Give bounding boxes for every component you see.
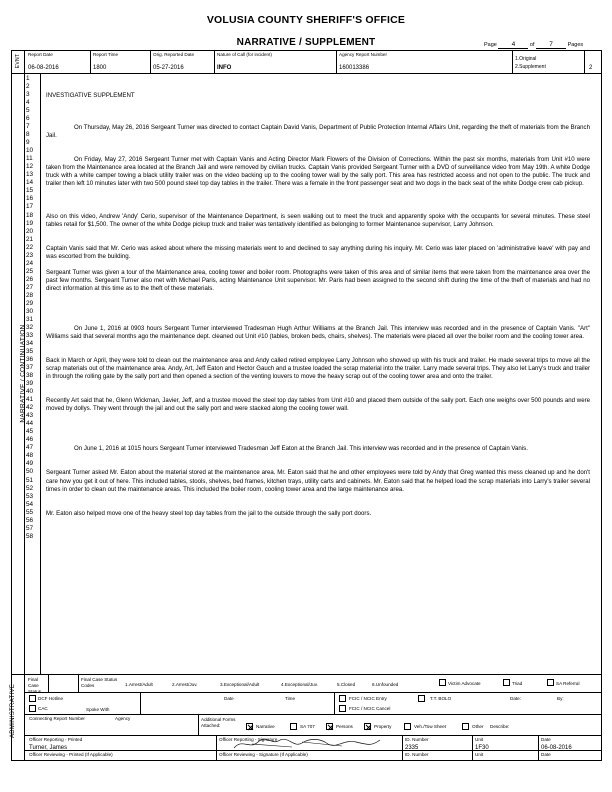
tt-bolo-label: T.T. BOLO <box>430 696 452 701</box>
line-number: 1 <box>26 75 30 82</box>
report-type: 2 <box>589 65 593 71</box>
line-number: 7 <box>26 123 30 131</box>
line-number: 36 <box>26 356 34 364</box>
line-number: 18 <box>26 211 34 219</box>
line-number: 13 <box>26 171 34 179</box>
line-number: 11 <box>26 155 33 163</box>
form-veh-tow-label: Veh./Tow Sheet <box>414 724 446 729</box>
line-number: 27 <box>26 283 34 291</box>
form-other-label: Other <box>472 724 484 729</box>
date-column-label: Date <box>541 737 551 742</box>
date-label: Date <box>224 696 234 701</box>
line-number: 39 <box>26 380 34 388</box>
id-number: 2335 <box>405 745 419 751</box>
victim-advocate-label: Victim Advocate <box>448 681 481 686</box>
code-arrest-juv: 2.Arrest/Juv. <box>172 682 198 687</box>
line-number: 40 <box>26 388 34 396</box>
admin-row-divider <box>24 692 602 693</box>
final-case-codes-label: Final Case Status Codes <box>81 677 118 688</box>
line-number: 22 <box>26 243 34 251</box>
code-unfounded: 6.Unfounded <box>372 682 399 687</box>
line-number: 4 <box>26 99 30 107</box>
line-number: 19 <box>26 219 34 227</box>
narrative-paragraph: Sergeant Turner was given a tour of the Maintenance area, cooling tower and boiler room. Photographs were taken of this area and of similar items that were taken from the maintenance area over the past few months. Sergeant Turner also met with Michael Paris, acting Maintenance Unit supervisor. Mr. Paris had been assigned to the second shift during the time of the theft of materials and had no direct information at this time as to the theft of these materials. <box>46 268 590 292</box>
line-number: 56 <box>26 516 34 524</box>
report-date: 06-08-2016 <box>28 65 59 71</box>
form-narrative-label: Narrative <box>256 724 275 729</box>
admin-col-divider <box>472 735 473 761</box>
fcic-entry-checkbox[interactable] <box>339 695 346 702</box>
spoke-with-label: Spoke With <box>86 707 110 712</box>
agency-name: VOLUSIA COUNTY SHERIFF'S OFFICE <box>206 14 406 26</box>
line-number: 17 <box>26 203 34 211</box>
line-number: 28 <box>26 291 34 299</box>
admin-col-divider <box>538 735 539 761</box>
line-number: 49 <box>26 460 34 468</box>
form-persons-label: Persons <box>336 724 353 729</box>
event-col-divider <box>336 50 337 73</box>
bolo-by-label: By: <box>557 696 564 701</box>
admin-col-divider <box>78 674 79 692</box>
agency-number: 160013386 <box>339 65 370 71</box>
nature-of-call: INFO <box>217 65 232 71</box>
fcic-cancel-label: FCIC / NCIC Cancel <box>349 706 391 711</box>
line-number: 31 <box>26 315 34 323</box>
narrative-paragraph: On Friday, May 27, 2016 Sergeant Turner met with Captain Vanis and Acting Director Mark Flowers of the Division of Corrections. Within the past six months, materials from Unit #10 were taken from the Maintenance area located at the Branch Jail and were removed by civilian trucks. Captain Vanis provided Sergeant Turner with a DVD of surveillance video from May 19th. A white Dodge truck with a white camper towing a black utility trailer was on the video backing up to the cooling tower wall by the sally port. This area has restricted access and not open to the public. The truck and trailer then left 10 minutes later with two 500 pound steel top day tables in the trailer. There was a female in the front passenger seat and two dogs in the back seat of the white Dodge crew cab pickup. <box>46 156 590 188</box>
victim-advocate-checkbox[interactable] <box>439 679 446 686</box>
line-number: 50 <box>26 468 34 476</box>
tt-bolo-checkbox[interactable] <box>418 695 425 702</box>
line-number: 12 <box>26 163 34 171</box>
additional-forms-label: Additional Forms Attached: <box>201 717 236 728</box>
admin-col-divider <box>402 735 403 761</box>
narrative-side-label: NARRATIVE / CONTINUATION <box>19 324 27 423</box>
line-number: 45 <box>26 428 34 436</box>
form-persons-checkbox[interactable] <box>326 723 333 730</box>
line-number: 26 <box>26 275 34 283</box>
pages-label: Pages <box>567 42 584 48</box>
admin-col-divider <box>334 692 335 714</box>
report-time-label: Report Time <box>93 52 119 57</box>
form-sa707-checkbox[interactable] <box>290 723 297 730</box>
admin-row-divider <box>24 714 602 715</box>
supplement-label: 2.Supplement <box>515 64 546 70</box>
event-side-label: EVNT <box>15 53 21 69</box>
bolo-date-label: Date: <box>510 696 521 701</box>
code-closed: 5.Closed <box>337 682 356 687</box>
line-number: 33 <box>26 331 34 339</box>
line-number: 57 <box>26 524 34 532</box>
reviewing-id-label: ID. Number <box>405 752 429 757</box>
nature-label: Nature of Call (for incident) <box>217 52 272 57</box>
triad-label: Triad <box>512 681 523 686</box>
line-number: 25 <box>26 267 34 275</box>
form-property-checkbox[interactable] <box>364 723 371 730</box>
line-number: 58 <box>26 532 34 540</box>
admin-col-divider <box>48 674 49 692</box>
line-number: 20 <box>26 227 34 235</box>
narrative-paragraph: On June 1, 2016 at 0903 hours Sergeant Turner interviewed Tradesman Hugh Arthur Williams at the Branch Jail. This interview was recorded and in the presence of Captain Vanis. "Art" Williams said that several months ago the maintenance dept. cleaned out Unit #10 (tables, broken beds, chairs, shelves). The materials were placed all over the boiler room and the cooling tower area. <box>46 324 590 340</box>
cac-label: CAC <box>38 706 48 711</box>
line-number: 47 <box>26 444 34 452</box>
admin-col-divider <box>140 692 141 714</box>
id-number-label: ID. Number <box>405 737 429 742</box>
line-number: 21 <box>26 235 34 243</box>
form-other-checkbox[interactable] <box>462 723 469 730</box>
cac-checkbox[interactable] <box>29 705 36 712</box>
narrative-paragraph: Back in March or April, they were told to clean out the maintenance area and Andy called retired employee Larry Johnson who showed up with his truck and trailer. He made several trips to move all the scrap materials out of the maintenance area. Andy, Art, Jeff Eaton and Hector Gauch and a trustee loaded the scrap material into the trailer. Larry made several trips. They also let Larry's truck and trailer in through the rolling gate by the sally port and then opened a section of the venting louvers to move the heavy scrap out of the cooling tower area and onto the trailer. <box>46 357 590 381</box>
sa-referral-checkbox[interactable] <box>547 679 554 686</box>
officer-printed-name: Turner, James <box>29 745 68 751</box>
fcic-entry-label: FCIC / NCIC Entry <box>349 696 387 701</box>
describe-label: Describe: <box>490 724 510 729</box>
line-number: 38 <box>26 372 34 380</box>
unit-value: 1F30 <box>475 745 489 751</box>
reviewing-printed-label: Officer Reviewing - Printed (If Applicable) <box>29 752 113 757</box>
line-number: 5 <box>26 107 30 115</box>
final-case-status-label: Final Case Status <box>28 677 42 694</box>
connecting-agency-label: Agency <box>115 716 131 721</box>
code-arrest-adult: 1.Arrest/Adult <box>125 682 153 687</box>
dcf-hotline-checkbox[interactable] <box>29 695 36 702</box>
total-pages: 7 <box>536 41 566 49</box>
narrative-divider <box>11 674 602 675</box>
event-col-divider <box>512 50 513 73</box>
line-number: 2 <box>26 83 30 91</box>
orig-date-label: Orig. Reported Date <box>153 52 195 57</box>
sa-referral-label: SA Referral <box>556 681 580 686</box>
officer-signature <box>232 734 382 752</box>
officer-printed-label: Officer Reporting - Printed <box>29 737 83 742</box>
form-property-label: Property <box>374 724 392 729</box>
page-number: 4 <box>498 41 528 49</box>
form-title: NARRATIVE / SUPPLEMENT <box>236 37 376 48</box>
administrative-side-label: ADMINISTRATIVE <box>10 683 16 739</box>
line-number-divider <box>40 73 41 674</box>
report-signed-date: 06-08-2016 <box>541 745 572 751</box>
time-label: Time <box>285 696 296 701</box>
event-col-divider <box>150 50 151 73</box>
page-label: Page <box>484 42 497 48</box>
narrative-paragraph: Sergeant Turner asked Mr. Eaton about the material stored at the maintenance area. Mr. Eaton said that he and other employees were told by Andy that Greg wanted this mess cleaned up and he don't care how you get it out of here. This included tables, stools, shelves, bed frames, kitchen trays, utility carts and cabinets. Mr. Eaton said that he helped load the scrap materials into Larry's trailer several times in order to clean out the maintenance areas. This included the boiler room, cooling tower area and the large maintenance area. <box>46 469 590 493</box>
fcic-cancel-checkbox[interactable] <box>339 705 346 712</box>
reviewing-signature-label: Officer Reviewing - Signature (If Applicable) <box>219 752 308 757</box>
dcf-hotline-label: DCF Hotline <box>38 696 64 701</box>
line-number: 14 <box>26 179 34 187</box>
admin-col-divider <box>216 735 217 761</box>
form-narrative-checkbox[interactable] <box>246 723 253 730</box>
orig-date: 05-27-2016 <box>153 65 184 71</box>
event-col-divider <box>214 50 215 73</box>
line-number: 3 <box>26 91 30 99</box>
line-number: 23 <box>26 251 34 259</box>
admin-col-divider <box>198 714 199 735</box>
code-exceptional-juv: 4.Exceptional/Juv. <box>281 682 318 687</box>
line-number: 37 <box>26 364 34 372</box>
line-number: 55 <box>26 508 34 516</box>
line-number: 15 <box>26 187 34 195</box>
line-number: 43 <box>26 412 34 420</box>
triad-checkbox[interactable] <box>503 679 510 686</box>
agency-number-label: Agency Report Number <box>339 52 388 57</box>
page-indicator <box>484 41 583 49</box>
line-number: 24 <box>26 259 34 267</box>
code-exceptional-adult: 3.Exceptional/Adult <box>220 682 260 687</box>
line-number: 35 <box>26 348 34 356</box>
event-divider <box>11 73 602 74</box>
narrative-paragraph: Captain Vanis said that Mr. Cerio was asked about where the missing materials went to and declined to say anything during his inquiry. Mr. Cerio was later placed on 'administrative leave' with pay and was escorted from the building. <box>46 244 590 260</box>
report-date-label: Report Date <box>28 52 53 57</box>
line-number: 32 <box>26 323 34 331</box>
of-label: of <box>529 42 535 48</box>
line-number: 42 <box>26 404 34 412</box>
narrative-paragraph: Also on this video, Andrew 'Andy' Cerio, supervisor of the Maintenance Department, is seen walking out to meet the truck and apparently spoke with the occupants for several minutes. These steel tables retail for $1,500. The owner of the white Dodge pickup truck and trailer was tentatively identified as belonging to former Maintenance supervisor, Larry Johnson. <box>46 212 590 228</box>
narrative-paragraph: On June 1, 2016 at 1015 hours Sergeant Turner interviewed Tradesman Jeff Eaton at the Branch Jail. This interview was recorded and in the presence of Captain Vanis. <box>74 445 528 453</box>
line-number: 53 <box>26 492 34 500</box>
report-time: 1800 <box>93 65 107 71</box>
form-veh-tow-checkbox[interactable] <box>404 723 411 730</box>
line-number: 46 <box>26 436 34 444</box>
line-number: 29 <box>26 299 34 307</box>
line-number: 51 <box>26 476 34 484</box>
narrative-paragraph: On Thursday, May 26, 2016 Sergeant Turner was directed to contact Captain David Vanis, Department of Public Protection Internal Affairs Unit, regarding the theft of materials from the Branch Jail. <box>46 124 590 140</box>
line-number: 8 <box>26 131 30 139</box>
unit-label: Unit <box>475 737 484 742</box>
line-number: 6 <box>26 115 30 123</box>
line-number: 30 <box>26 307 34 315</box>
form-sa707-label: SA 707 <box>300 724 315 729</box>
connecting-report-label: Connecting Report Number <box>29 716 85 721</box>
reviewing-unit-label: Unit <box>475 752 484 757</box>
event-col-divider <box>90 50 91 73</box>
narrative-paragraph: Mr. Eaton also helped move one of the heavy steel top day tables from the jail to the outside through the sally port doors. <box>46 509 372 517</box>
reviewing-date-label: Date <box>541 752 551 757</box>
line-number: 41 <box>26 396 34 404</box>
narrative-paragraph: Recently Art said that he, Glenn Wickman, Javier, Jeff, and a trustee moved the steel top day tables from Unit #10 and placed them outside of the sally port. Each one weighs over 500 pounds and were moved by dollys. They went through the jail and out the sally port and were stacked along the cooling tower wall. <box>46 397 590 413</box>
line-number: 10 <box>26 147 34 155</box>
line-number: 54 <box>26 500 34 508</box>
line-number: 48 <box>26 452 34 460</box>
line-number: 34 <box>26 339 34 347</box>
officer-signature-label: Officer Reporting - Signature <box>219 737 278 742</box>
line-number: 44 <box>26 420 34 428</box>
event-col-divider <box>584 50 585 73</box>
line-number: 9 <box>26 139 30 147</box>
line-number: 52 <box>26 484 34 492</box>
narrative-paragraph: INVESTIGATIVE SUPPLEMENT <box>46 92 135 100</box>
line-number: 16 <box>26 195 34 203</box>
original-label: 1.Original <box>515 56 537 62</box>
